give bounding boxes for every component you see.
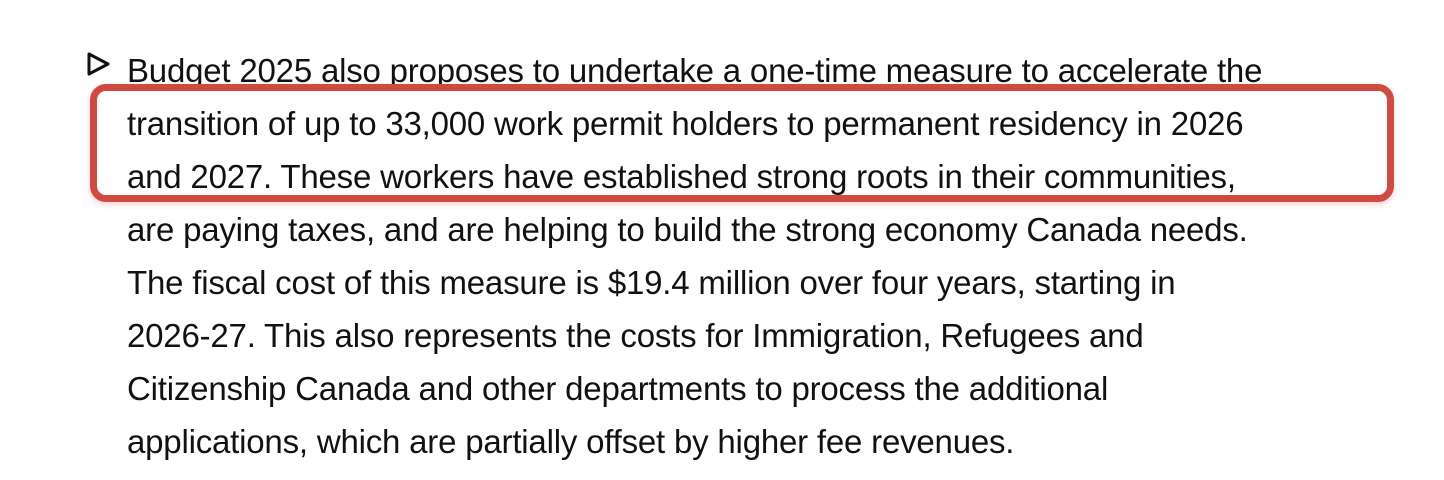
paragraph-line-4: are paying taxes, and are helping to build the strong economy Canada needs. [127, 211, 1248, 248]
paragraph-line-8: applications, which are partially offset by higher fee revenues. [127, 423, 1015, 460]
paragraph-line-2: transition of up to 33,000 work permit holders to permanent residency in 2026 [127, 105, 1244, 142]
paragraph-line-7: Citizenship Canada and other departments to process the additional [127, 370, 1109, 407]
triangle-right-outline-icon [86, 51, 112, 77]
paragraph-line-6: 2026-27. This also represents the costs for Immigration, Refugees and [127, 317, 1144, 354]
paragraph-line-5: The fiscal cost of this measure is $19.4 million over four years, starting in [127, 264, 1176, 301]
paragraph-line-1: Budget 2025 also proposes to undertake a one-time measure to accelerate the [127, 52, 1263, 89]
paragraph-line-3: and 2027. These workers have established strong roots in their communities, [127, 158, 1236, 195]
budget-paragraph [127, 44, 1417, 468]
